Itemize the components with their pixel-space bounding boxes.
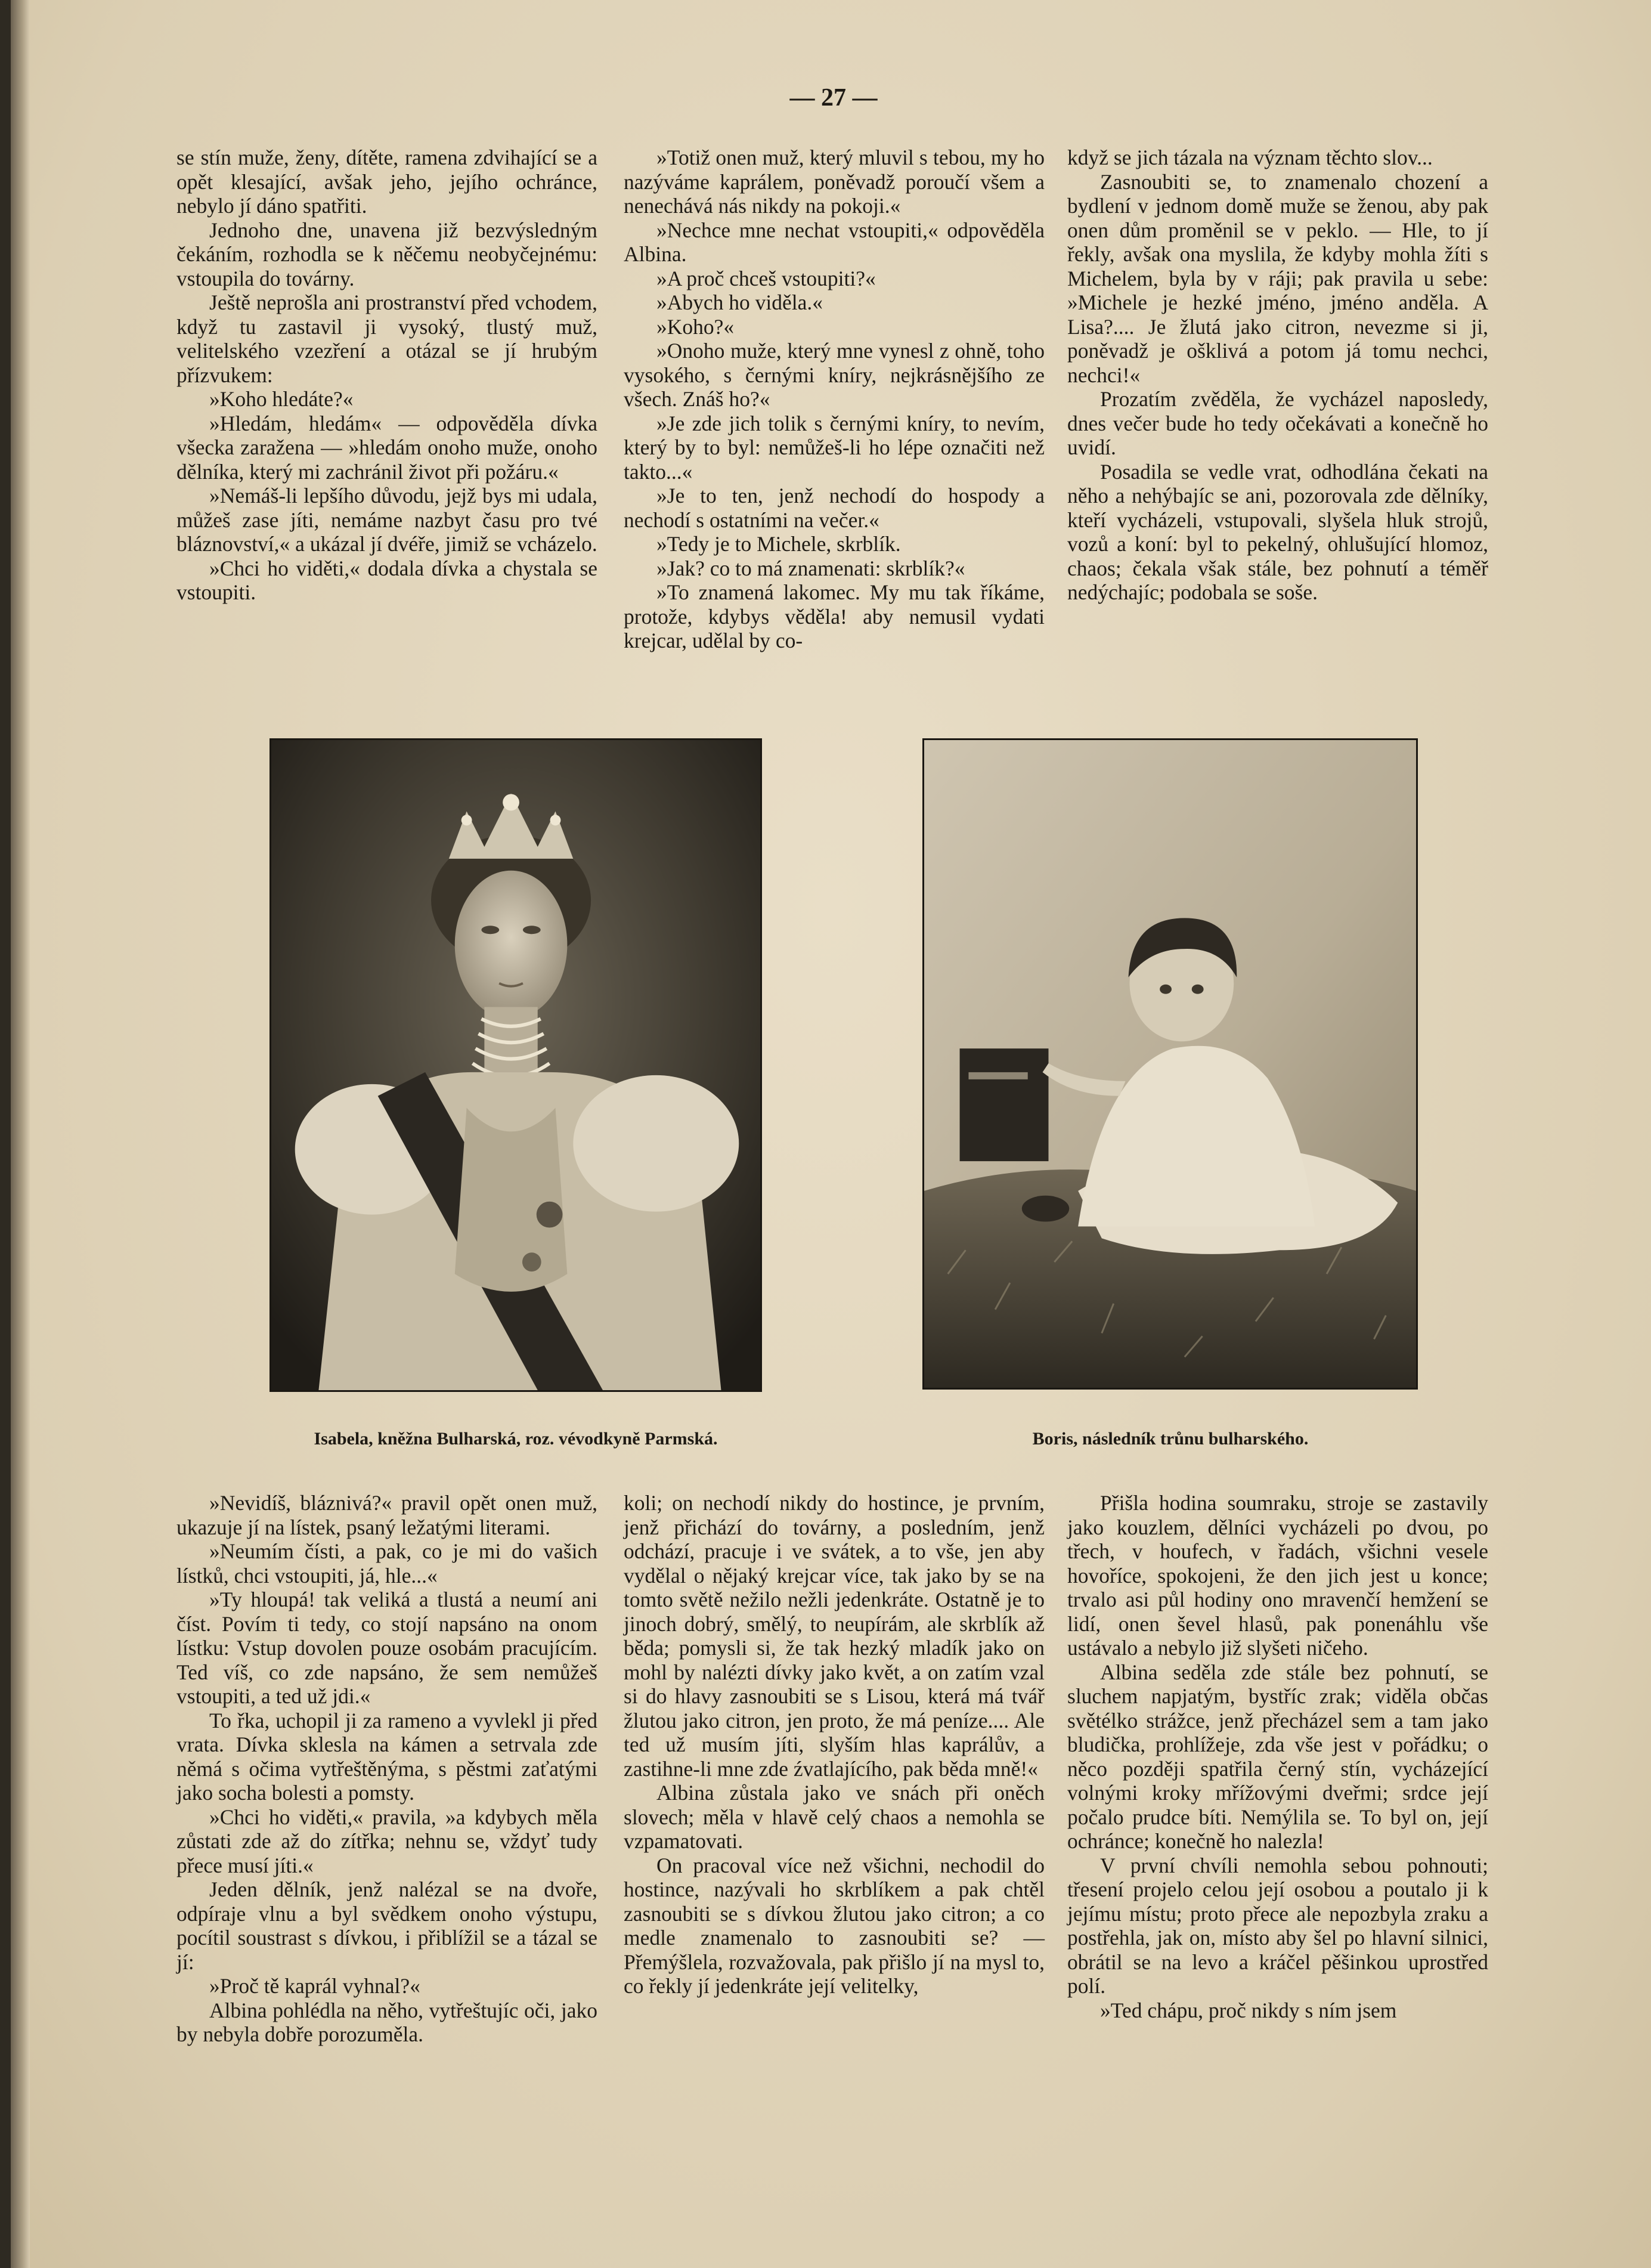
paragraph: Přišla hodina soumraku, stroje se zastavily jako kouzlem, dělníci vycházeli po dvou, po třech, v houfech, v řadách, všichni vesele hovoříce, spokojeni, že den jich jest u konce; trvalo asi půl hodiny ono mravenčí hemžení se lidí, onen ševel hlasů, pak ponenáhlu vše ustávalo a nebylo již slyšeti ničeho.	[1067, 1491, 1488, 1660]
caption-isabela: Isabela, kněžna Bulharská, roz. vévodkyně Parmská.	[314, 1429, 718, 1449]
paragraph: »Neumím čísti, a pak, co je mi do vašich lístků, chci vstoupiti, já, hle...«	[176, 1539, 597, 1588]
paragraph: »Ty hloupá! tak veliká a tlustá a neumí ani číst. Povím ti tedy, co stojí napsáno na onom lístku: Vstup dovolen pouze osobám pracujícím. Ted víš, co zde napsáno, že sem nemůžeš vstoupiti, a ted už jdi.«	[176, 1588, 597, 1708]
paragraph: když se jich tázala na význam těchto slov...	[1067, 146, 1433, 169]
paragraph: Albina zůstala jako ve snách při oněch slovech; měla v hlavě celý chaos a nemohla se vzpamatovati.	[624, 1781, 1045, 1853]
paragraph: To řka, uchopil ji za rameno a vyvlekl ji před vrata. Dívka sklesla na kámen a setrvala zde němá s očima vytřeštěnýma, s pěstmi zaťatými jako socha bolesti a pomsty.	[176, 1708, 597, 1805]
paragraph: koli; on nechodí nikdy do hostince, je prvním, jenž přichází do továrny, a posledním, jenž odchází, pracuje i ve svátek, a to vše, jen aby vydělal o nějaký krejcar více, tak jako by se na tomto světě nežilo nežli jedenkráte. Ostatně je to jinoch dobrý, smělý, to neupírám, ale skrblík až běda; pomysli si, že tak hezký mladík jako on mohl by nalézti dívky jako květ, a on zatím vzal si do hlavy zasnoubiti se s Lisou, která má tvář žlutou jako citron, jen proto, že má peníze.... Ale ted už musím jíti, slyším hlas kaprálův, a zastihne-li mne zde źvatlajícího, pak běda mně!«	[624, 1491, 1045, 1781]
paragraph: »Tedy je to Michele, skrblík.	[656, 532, 901, 556]
paragraph: Posadila se vedle vrat, odhodlána čekati na něho a nehýbajíc se ani, pozorovala zde dělníky, kteří vycházeli, vstupovali, slyšela hluk strojů, vozů a koní: byl to pekelný, ohlušující hlomoz, chaos; čekala však stále, bez pohnutí a téměř nedýchajíc; podobala se soše.	[1067, 459, 1488, 604]
paragraph: On pracoval více než všichni, nechodil do hostince, nazývali ho skrblíkem a pak chtěl zasnoubiti se s dívkou žlutou jako citron; a co medle znamenalo to zasnoubiti se? — Přemýšlela, rozvažovala, pak přišlo jí na mysl to, co řekly jí jedenkráte její velitelky,	[624, 1853, 1045, 1998]
caption-boris: Boris, následník trůnu bulharského.	[1032, 1429, 1309, 1449]
page-number: — 27 —	[789, 84, 878, 112]
paragraph: Albina pohlédla na něho, vytřeštujíc oči, jako by nebyla dobře porozuměla.	[176, 1998, 597, 2046]
top-column-2	[624, 146, 1045, 653]
paragraph: Albina seděla zde stále bez pohnutí, se sluchem napjatým, bystříc zrak; viděla občas světélko strážce, jenž přecházel sem a tam jako bludička, prohlížeje, zda vše jest v pořádku; o něco později spatřila černý stín, vycházející volnými kroky mřížovými dveřmi; srdce její počalo prudce bíti. Nemýlila se. To byl on, její ochránce; konečně ho nalezla!	[1067, 1660, 1488, 1853]
portrait-photo-isabela	[270, 738, 762, 1392]
bottom-column-1	[176, 1491, 597, 2047]
paragraph: »Chci ho viděti,« pravila, »a kdybych měla zůstati zde až do zítřka; nehnu se, vždyť tudy přece musí jíti.«	[176, 1805, 597, 1877]
paragraph: V první chvíli nemohla sebou pohnouti; třesení projelo celou její osobou a poutalo ji k jejímu místu; proto přece ale nepozbyla zraku a postřehla, jak on, místo aby šel po hlavní silnici, obrátil se na levo a kráčel pěšinkou uprostřed polí.	[1067, 1853, 1488, 1998]
paragraph: Ještě neprošla ani prostranství před vchodem, když tu zastavil ji vysoký, tlustý muž, velitelského vzezření a otázal se jí hrubým přízvukem:	[176, 290, 597, 387]
paragraph: Prozatím zvěděla, že vycházel naposledy, dnes večer bude ho tedy očekávati a konečně ho uvidí.	[1067, 387, 1488, 459]
paragraph: »Onoho muže, který mne vynesl z ohně, toho vysokého, s černými kníry, nejkrásnějšího ze všech. Znáš ho?«	[624, 339, 1045, 411]
paragraph: »Nemáš-li lepšího důvodu, jejž bys mi udala, můžeš zase jíti, nemáme nazbyt času pro tvé bláznovství,« a ukázal jí dvéře, jimiž se vcházelo.	[176, 484, 597, 556]
paragraph: »A proč chceš vstoupiti?«	[656, 266, 876, 290]
portrait-photo-boris	[922, 738, 1418, 1390]
paragraph: »Nechce mne nechat vstoupiti,« odpověděla Albina.	[624, 218, 1045, 266]
bottom-column-2	[624, 1491, 1045, 1998]
paragraph: »Abych ho viděla.«	[656, 290, 823, 314]
paragraph: Jeden dělník, jenž nalézal se na dvoře, odpíraje vlnu a byl svědkem onoho výstupu, pocítil soustrast s dívkou, i přiblížil se a tázal se jí:	[176, 1877, 597, 1974]
top-column-1	[176, 146, 597, 605]
magazine-page	[11, 0, 1651, 2268]
top-column-3	[1067, 146, 1488, 605]
paragraph: »Proč tě kaprál vyhnal?«	[209, 1974, 420, 1998]
paragraph: »Koho hledáte?«	[209, 387, 354, 411]
paragraph: »To znamená lakomec. My mu tak říkáme, protože, kdybys věděla! aby nemusil vydati krejcar, udělal by co-	[624, 580, 1045, 652]
paragraph: »Je zde jich tolik s černými kníry, to nevím, který by to byl: nemůžeš-li ho lépe označiti než takto...«	[624, 411, 1045, 484]
paragraph: »Koho?«	[656, 314, 735, 339]
paragraph: »Je to ten, jenž nechodí do hospody a nechodí s ostatními na večer.«	[624, 484, 1045, 532]
page-binding-edge	[11, 0, 30, 2268]
paragraph: »Totiž onen muž, který mluvil s tebou, my ho nazýváme kaprálem, poněvadž poroučí všem a nenechává nás nikdy na pokoji.«	[624, 146, 1045, 218]
paragraph: »Hledám, hledám« — odpověděla dívka všecka zaražena — »hledám onoho muže, onoho dělníka, který mi zachránil život při požáru.«	[176, 411, 597, 484]
paragraph: »Ted chápu, proč nikdy s ním jsem	[1100, 1998, 1397, 2022]
paragraph: »Nevidíš, bláznivá?« pravil opět onen muž, ukazuje jí na lístek, psaný ležatými literami.	[176, 1491, 597, 1539]
paragraph: Zasnoubiti se, to znamenalo chození a bydlení v jednom domě muže se ženou, aby pak onen dům proměnil se v peklo. — Hle, to jí řekly, avšak ona myslila, že kdyby mohla žíti s Michelem, byla by v ráji; pak pravila u sebe: »Michele je hezké jméno, jméno anděla. A Lisa?.... Je žlutá jako citron, nevezme si ji, poněvadž je ošklivá a potom já tomu nechci, nechci!«	[1067, 169, 1488, 387]
paragraph: »Jak? co to má znamenati: skrblík?«	[656, 556, 965, 580]
paragraph: se stín muže, ženy, dítěte, ramena zdvihající se a opět klesající, avšak jeho, jejího ochránce, nebylo jí dáno spatřiti.	[176, 146, 597, 218]
paragraph: Jednoho dne, unavena již bezvýsledným čekáním, rozhodla se k něčemu neobyčejnému: vstoupila do továrny.	[176, 218, 597, 290]
paragraph: »Chci ho viděti,« dodala dívka a chystala se vstoupiti.	[176, 556, 597, 604]
bottom-column-3	[1067, 1491, 1488, 2022]
